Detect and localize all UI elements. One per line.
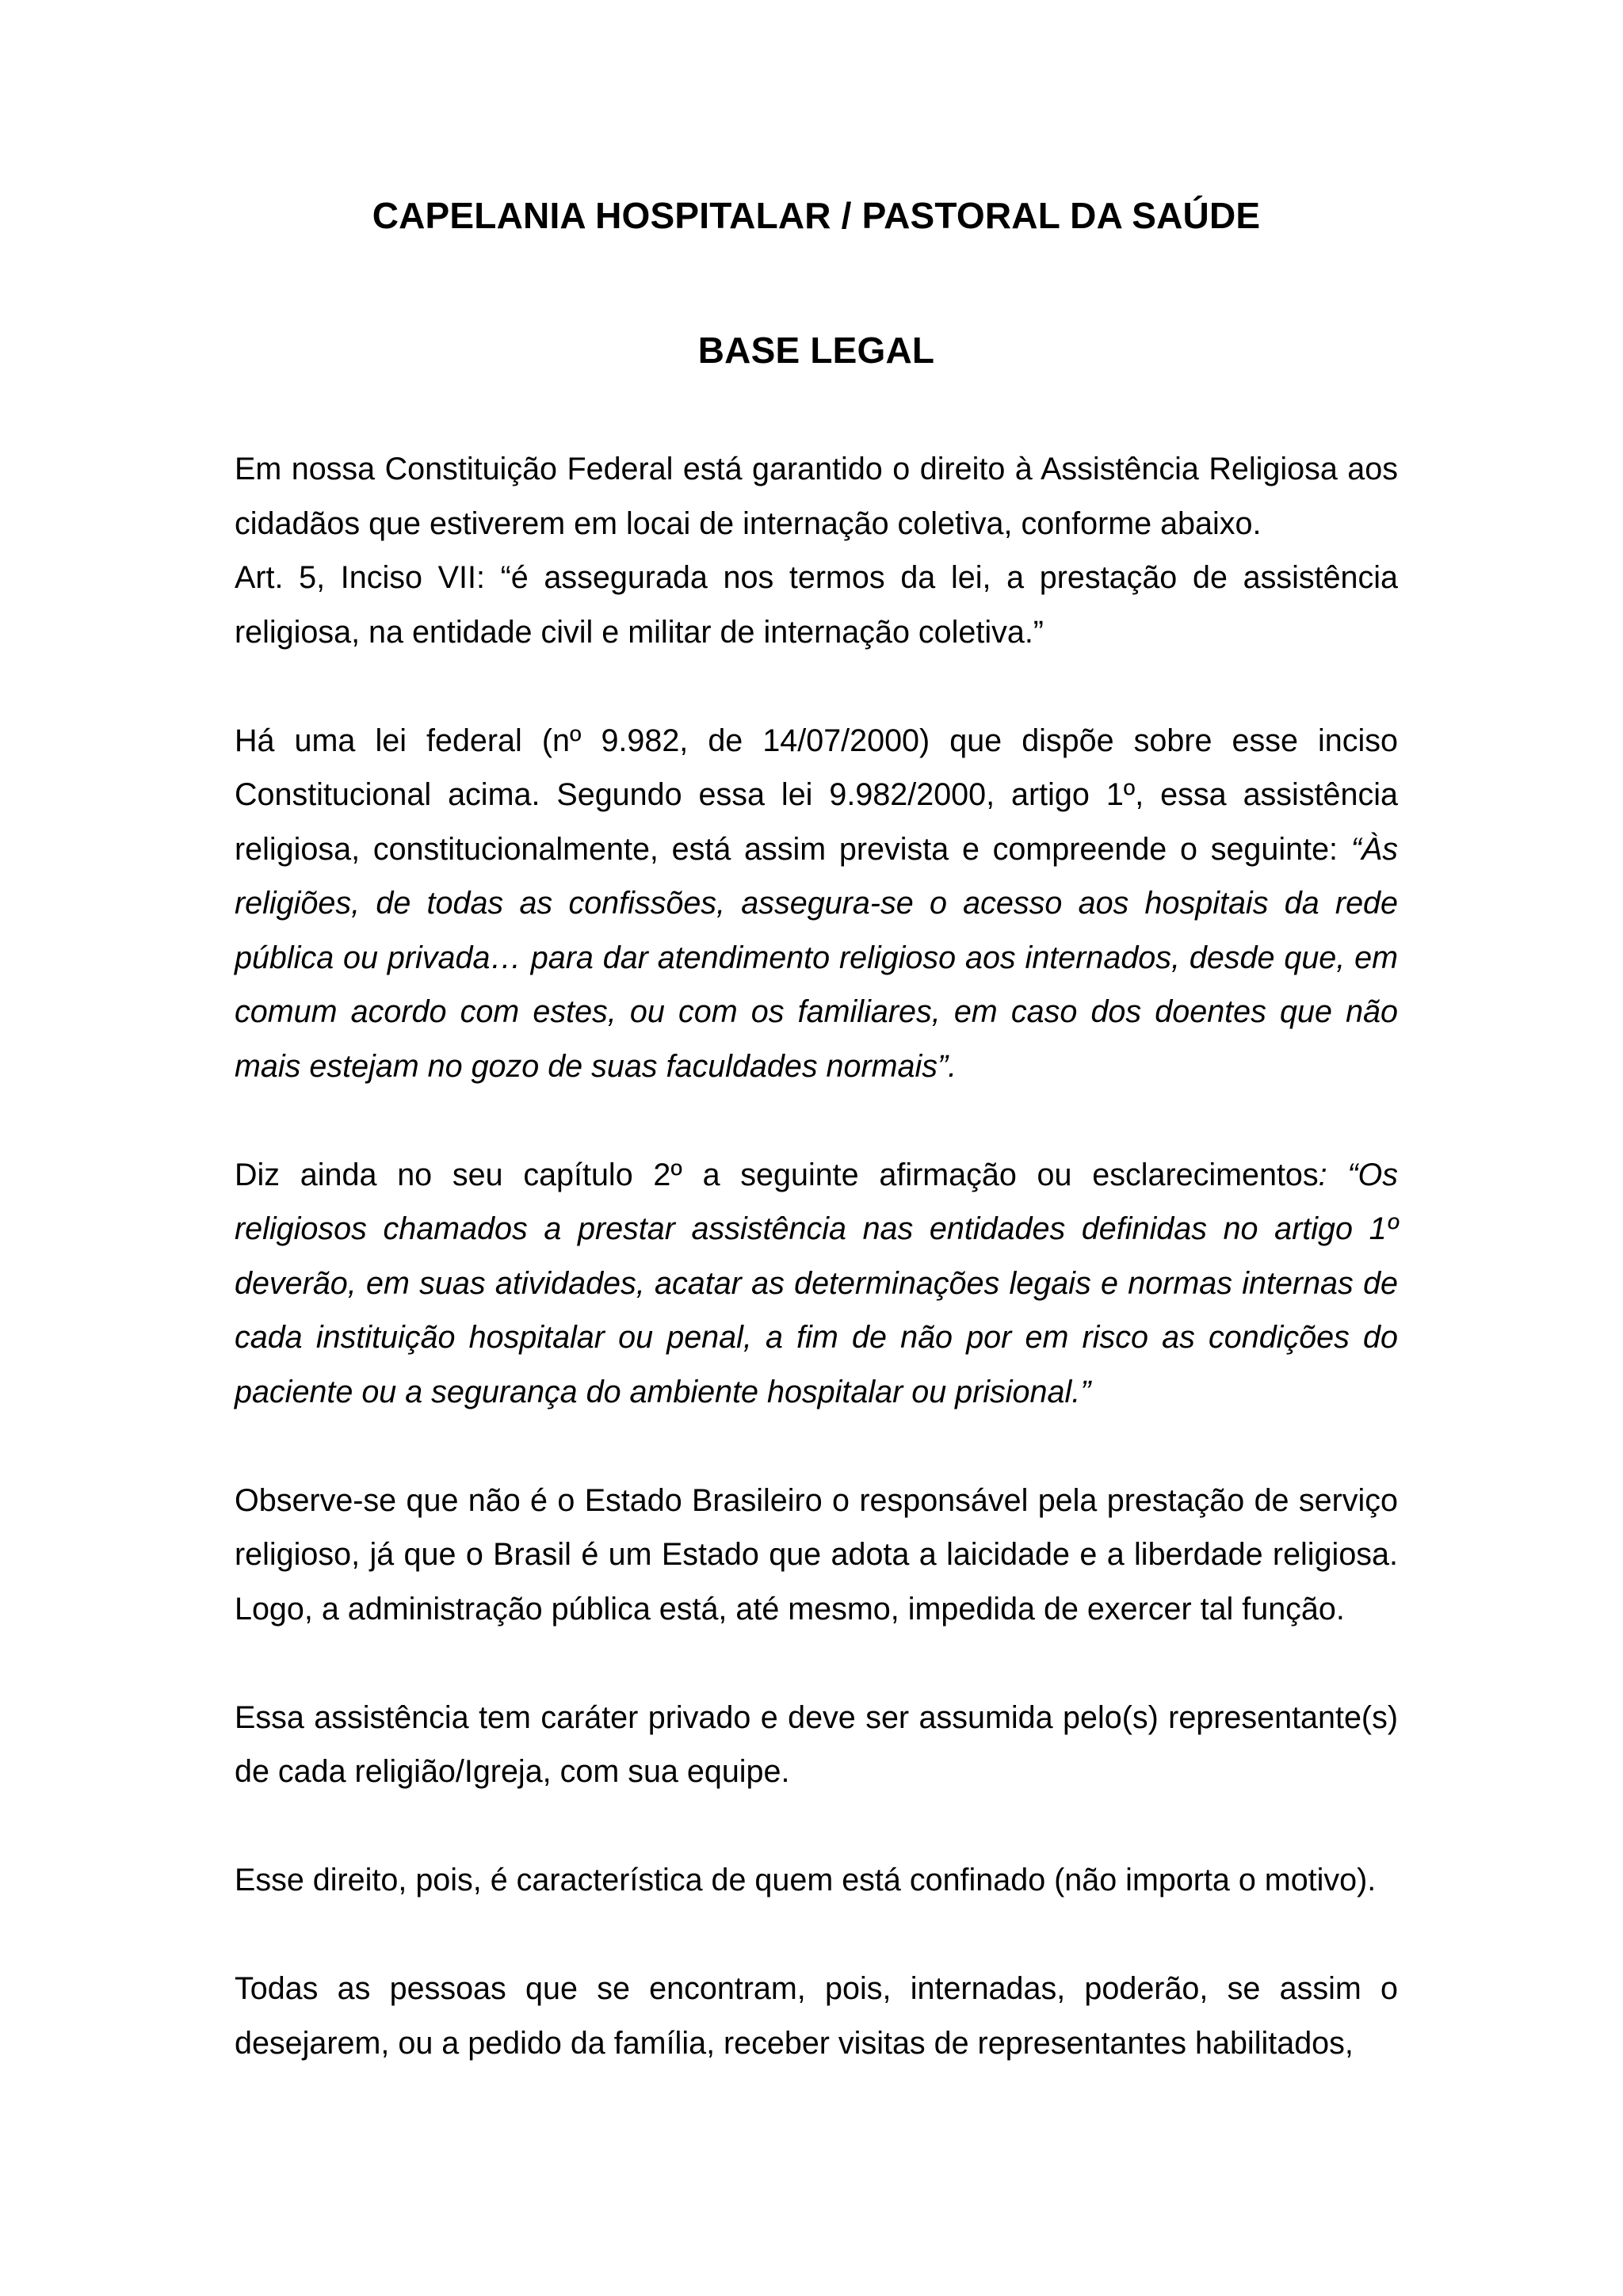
document-body (235, 442, 1398, 2070)
paragraph-right-confined (235, 1853, 1398, 1908)
paragraph-constitution-text: Em nossa Constituição Federal está garantido o direito à Assistência Religiosa aos cidadãos que estiverem em locai de internação coletiva, conforme abaixo. (235, 452, 1398, 541)
document-subtitle: BASE LEGAL (697, 330, 935, 371)
paragraph-right-confined-text: Esse direito, pois, é característica de quem está confinado (não importa o motivo). (235, 1863, 1377, 1897)
paragraph-private-character-text: Essa assistência tem caráter privado e deve ser assumida pelo(s) representante(s) de cada religião/Igreja, com sua equipe. (235, 1699, 1398, 1789)
paragraph-chapter-2-quote: : “Os religiosos chamados a prestar assistência nas entidades definidas no artigo 1º deverão, em suas atividades, acatar as determinações legais e normas internas de cada instituição hospitalar ou penal, a fim de não por em risco as condições do paciente ou a segurança do ambiente hospitalar ou prisional.” (235, 1157, 1399, 1409)
paragraph-state-role (235, 1474, 1398, 1637)
paragraph-article-5-text: Art. 5, Inciso VII: “é assegurada nos termos da lei, a prestação de assistência religiosa, na entidade civil e militar de internação coletiva.” (235, 560, 1398, 650)
paragraph-constitution (235, 442, 1398, 551)
paragraph-chapter-2 (235, 1148, 1398, 1420)
paragraph-chapter-2-text: Diz ainda no seu capítulo 2º a seguinte afirmação ou esclarecimentos (235, 1157, 1319, 1192)
paragraph-federal-law-quote: “Às religiões, de todas as confissões, assegura-se o acesso aos hospitais da rede pública ou privada… para dar atendimento religioso aos internados, desde que, em comum acordo com estes, ou com os familiares, em caso dos doentes que não mais estejam no gozo de suas faculdades normais”. (235, 831, 1398, 1084)
document-title: CAPELANIA HOSPITALAR / PASTORAL DA SAÚDE (372, 195, 1261, 236)
paragraph-article-5 (235, 551, 1398, 659)
paragraph-hospitalized-people (235, 1962, 1398, 2070)
paragraph-hospitalized-people-text: Todas as pessoas que se encontram, pois, internadas, poderão, se assim o desejarem, ou a pedido da família, receber visitas de representantes habilitados, (235, 1971, 1398, 2061)
paragraph-state-role-text: Observe-se que não é o Estado Brasileiro o responsável pela prestação de serviço religioso, já que o Brasil é um Estado que adota a laicidade e a liberdade religiosa. Logo, a administração pública está, até mesmo, impedida de exercer tal função. (235, 1482, 1398, 1627)
paragraph-federal-law-text: Há uma lei federal (nº 9.982, de 14/07/2000) que dispõe sobre esse inciso Constitucional acima. Segundo essa lei 9.982/2000, artigo 1º, essa assistência religiosa, constitucionalmente, está assim prevista e compreende o seguinte: (235, 723, 1398, 867)
paragraph-private-character (235, 1691, 1398, 1799)
paragraph-federal-law (235, 714, 1398, 1094)
